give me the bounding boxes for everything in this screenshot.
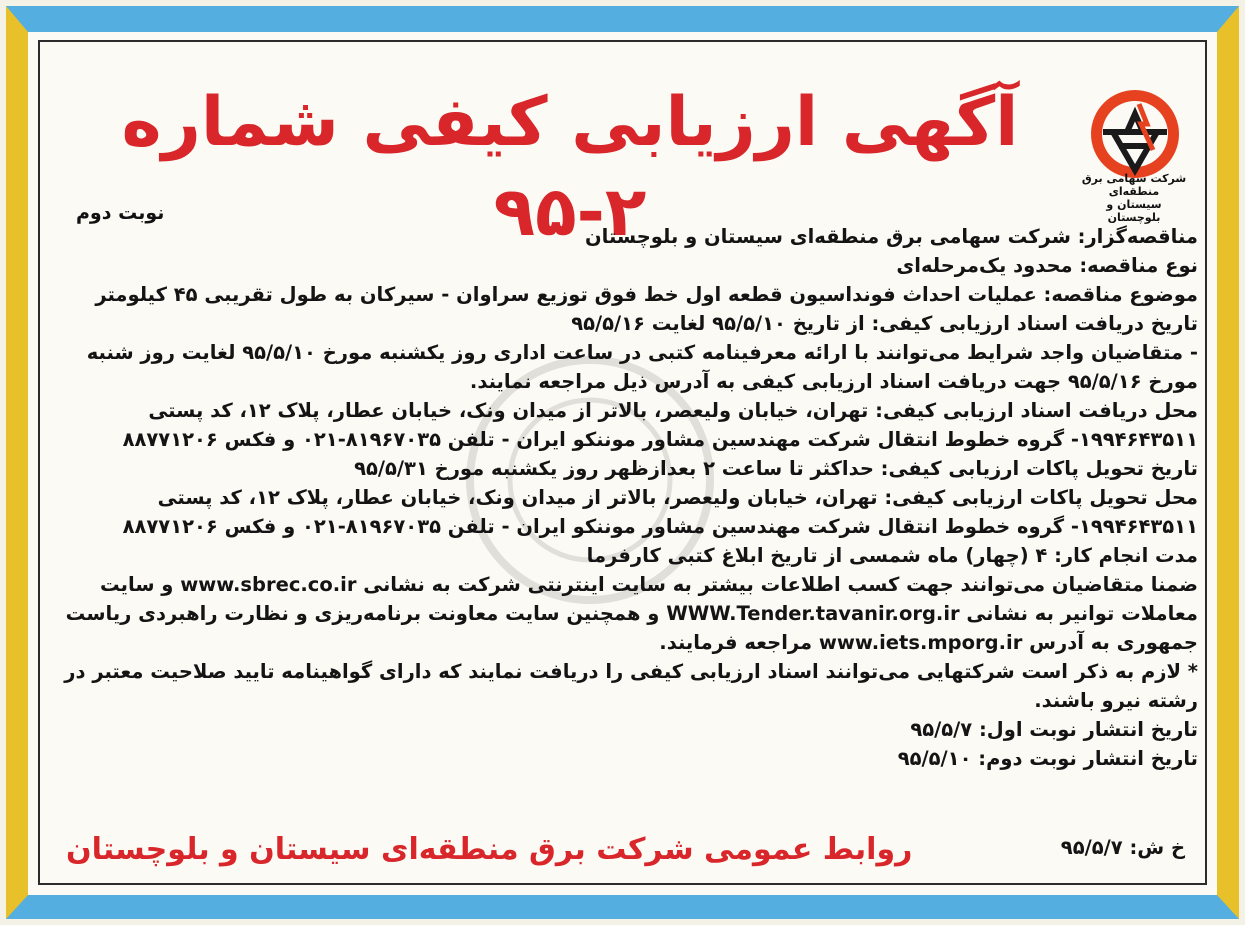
notice-body bbox=[60, 222, 1198, 773]
second-publication-date: تاریخ انتشار نوبت دوم: ۹۵/۵/۱۰ bbox=[897, 747, 1198, 770]
websites-paragraph: ضمنا متقاضیان می‌توانند جهت کسب اطلاعات بیشتر به سایت اینترنتی شرکت به نشانی www.sbrec.co.ir و سایت معاملات توانیر به نشانی WWW.Tender.tavanir.org.ir و همچنین سایت معاونت برنامه‌ریزی و نظارت راهبردی ریاست جمهوری به آدرس www.iets.mporg.ir مراجعه فرمایند. bbox=[65, 573, 1198, 654]
notice-title: آگهی ارزیابی کیفی شماره ۲-۹۵ bbox=[121, 83, 1019, 252]
tender-subject-line: موضوع مناقصه: عملیات احداث فونداسیون قطعه اول خط فوق توزیع سراوان - سیرکان به طول تقریبی ۴۵ کیلومتر bbox=[95, 283, 1198, 306]
qualification-note: * لازم به ذکر است شرکتهایی می‌توانند اسناد ارزیابی کیفی را دریافت نمایند که دارای گواهینامه تایید صلاحیت معتبر در رشته نیرو باشند. bbox=[64, 660, 1198, 712]
applicant-conditions-paragraph: - متقاضیان واجد شرایط می‌توانند با ارائه معرفینامه کتبی در ساعت اداری روز یکشنبه مورخ ۹۵/۵/۱۰ لغایت روز شنبه مورخ ۹۵/۵/۱۶ جهت دریافت اسناد ارزیابی کیفی به آدرس ذیل مراجعه نمایند. bbox=[86, 341, 1198, 393]
envelope-delivery-address-paragraph: محل تحویل پاکات ارزیابی کیفی: تهران، خیابان ولیعصر، بالاتر از میدان ونک، خیابان عطار، پلاک ۱۲، کد پستی ۱۹۹۴۶۴۳۵۱۱- گروه خطوط انتقال شرکت مهندسین مشاور موننکو ایران - تلفن ۸۱۹۶۷۰۳۵-۰۲۱ و فکس ۸۸۷۷۱۲۰۶ bbox=[122, 486, 1198, 538]
round-badge: نوبت دوم bbox=[76, 202, 165, 224]
document-receipt-address-paragraph: محل دریافت اسناد ارزیابی کیفی: تهران، خیابان ولیعصر، بالاتر از میدان ونک، خیابان عطار، پلاک ۱۲، کد پستی ۱۹۹۴۶۴۳۵۱۱- گروه خطوط انتقال شرکت مهندسین مشاور موننکو ایران - تلفن ۸۱۹۶۷۰۳۵-۰۲۱ و فکس ۸۸۷۷۱۲۰۶ bbox=[122, 399, 1198, 451]
public-relations-signature: روابط عمومی شرکت برق منطقه‌ای سیستان و بلوچستان bbox=[66, 832, 913, 867]
envelope-delivery-date-line: تاریخ تحویل پاکات ارزیابی کیفی: حداکثر تا ساعت ۲ بعدازظهر روز یکشنبه مورخ ۹۵/۵/۳۱ bbox=[354, 457, 1198, 480]
logo-caption bbox=[1079, 172, 1189, 224]
logo-caption-line2: سیستان و بلوچستان bbox=[1106, 198, 1162, 224]
publication-code: خ ش: ۹۵/۵/۷ bbox=[1060, 836, 1185, 859]
document-receipt-date-line: تاریخ دریافت اسناد ارزیابی کیفی: از تاریخ ۹۵/۵/۱۰ لغایت ۹۵/۵/۱۶ bbox=[571, 312, 1198, 335]
tender-type-line: نوع مناقصه: محدود یک‌مرحله‌ای bbox=[896, 254, 1198, 277]
tender-organizer-line: مناقصه‌گزار: شرکت سهامی برق منطقه‌ای سیستان و بلوچستان bbox=[584, 225, 1198, 248]
first-publication-date: تاریخ انتشار نوبت اول: ۹۵/۵/۷ bbox=[910, 718, 1198, 741]
work-duration-line: مدت انجام کار: ۴ (چهار) ماه شمسی از تاریخ ابلاغ کتبی کارفرما bbox=[586, 544, 1198, 567]
logo-caption-line1: شرکت سهامی برق منطقه‌ای bbox=[1081, 172, 1187, 198]
